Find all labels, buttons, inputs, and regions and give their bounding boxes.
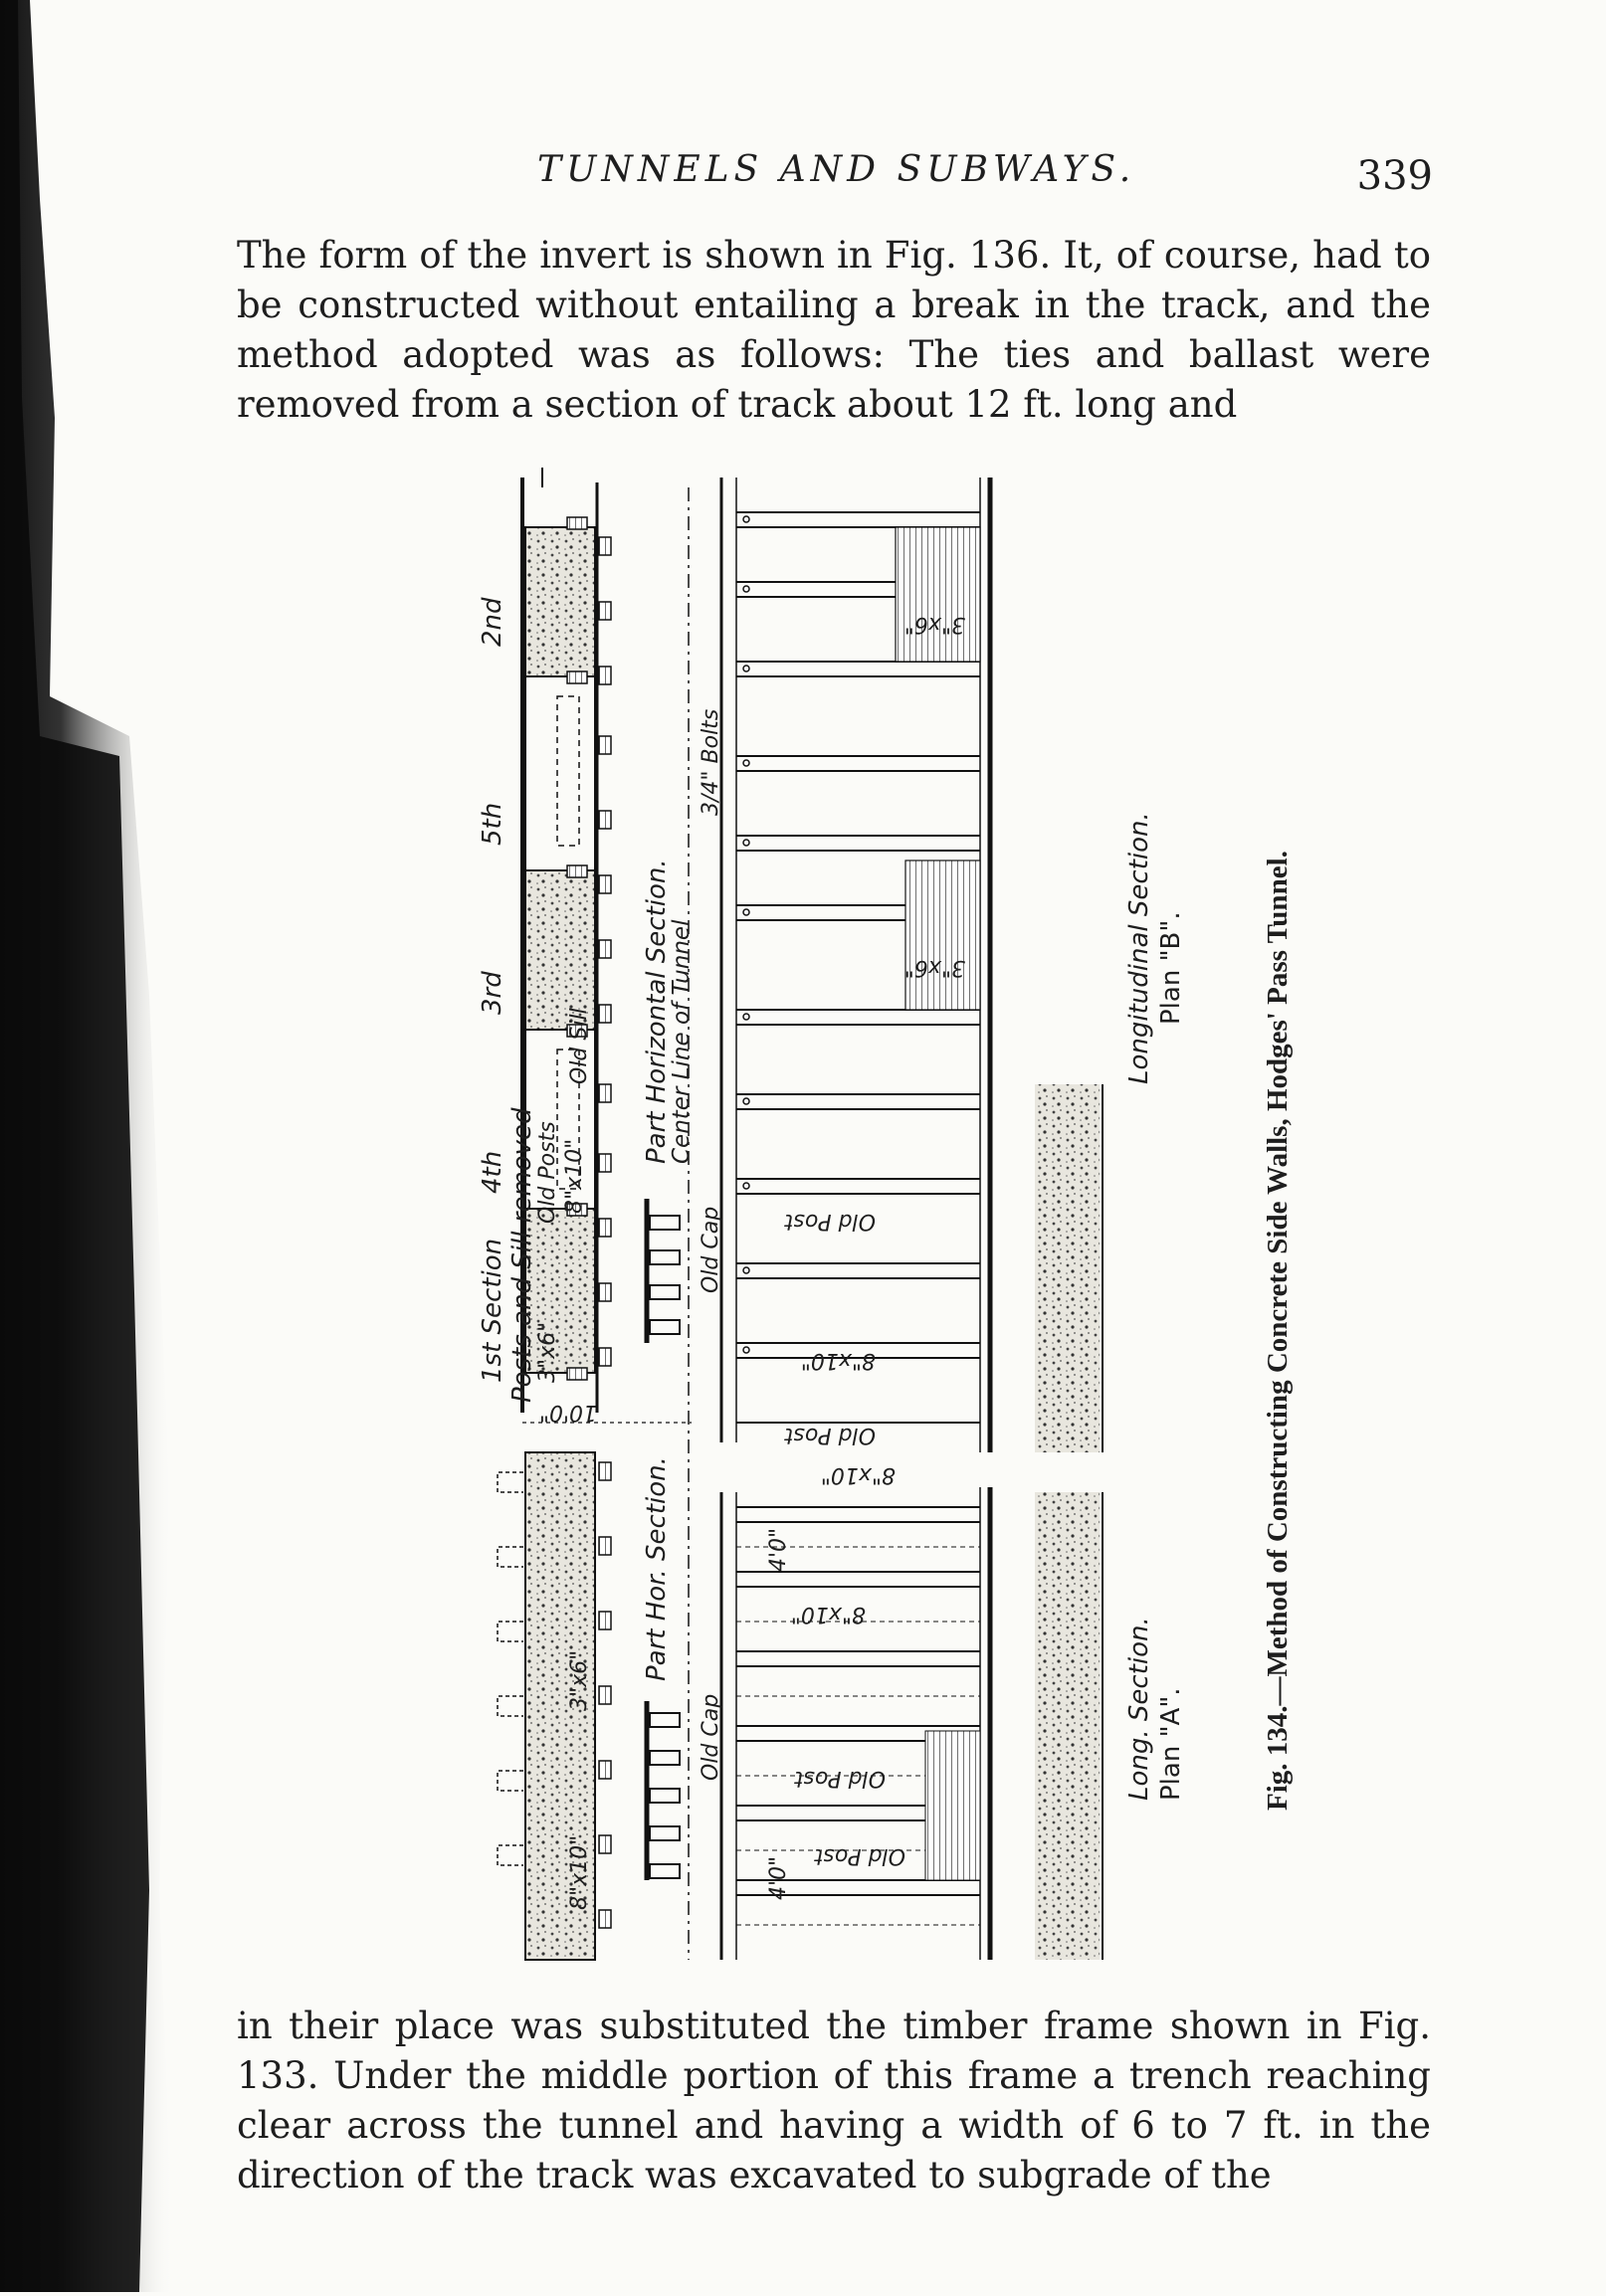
- label-2nd: 2nd: [478, 597, 507, 647]
- label-old-cap-upper: Old Cap: [699, 1206, 723, 1293]
- label-dim-8x10-lower: 8"x10": [567, 1834, 592, 1910]
- label-1st-section: 1st Section: [478, 1238, 507, 1383]
- label-dim-10-0: 10'0": [538, 1400, 597, 1425]
- label-dim-3x6-b: 3"x6": [903, 612, 965, 637]
- label-3rd: 3rd: [478, 971, 507, 1015]
- label-old-post-3: Old Post: [794, 1766, 886, 1791]
- figure-caption: Fig. 134.—Method of Constructing Concrete Side Walls, Hodges' Pass Tunnel.: [1262, 851, 1294, 1811]
- label-dim-8x10: 8"x10": [562, 1138, 587, 1214]
- label-dim-4-0-b: 4'0": [766, 1855, 791, 1900]
- page-number: 339: [1356, 153, 1433, 199]
- label-old-post-2: Old Post: [784, 1423, 876, 1447]
- label-old-post-1: Old Post: [784, 1209, 876, 1234]
- label-bolts: 3/4" Bolts: [699, 708, 723, 816]
- paragraph-top: The form of the invert is shown in Fig. 136. It, of course, had to be constructed without entailing a break in the track, and the method adopted was as follows: The ties and ballast were removed from a section of track about 12 ft. long and: [237, 234, 1431, 426]
- label-old-posts: Old Posts: [535, 1121, 560, 1224]
- figure-134: [438, 468, 1333, 1980]
- label-dim-8x10-c: 8"x10": [820, 1462, 896, 1487]
- label-posts-sill-removed: Posts and Sill removed: [507, 1107, 537, 1403]
- label-dim-8x10-d: 8"x10": [790, 1602, 866, 1626]
- label-dim-3x6-c: 3"x6": [903, 955, 965, 980]
- label-dim-3x6-alt: 3"x6": [567, 1649, 592, 1711]
- label-part-horizontal-section: Part Horizontal Section.: [642, 859, 672, 1164]
- label-dim-4-0-a: 4'0": [766, 1527, 791, 1572]
- page-header: [239, 139, 1433, 199]
- paragraph-bottom: in their place was substituted the timber frame shown in Fig. 133. Under the middle portion of this frame a trench reaching clear across the tunnel and having a width of 6 to 7 ft. in the direction of the track was excavated to subgrade of the: [237, 2005, 1431, 2197]
- longitudinal-section-b: [542, 468, 1103, 1452]
- label-old-cap-lower: Old Cap: [699, 1693, 723, 1781]
- label-dim-8x10-b: 8"x10": [800, 1348, 876, 1373]
- label-center-line: Center Line of Tunnel: [669, 919, 695, 1164]
- scan-edge-shadow: [0, 0, 194, 2292]
- label-plan-b: Plan "B".: [1156, 911, 1186, 1025]
- label-old-sill: Old Sill: [567, 1008, 592, 1084]
- label-5th: 5th: [478, 802, 507, 846]
- label-dim-3x6: 3"x6": [535, 1321, 560, 1383]
- running-head: TUNNELS AND SUBWAYS.: [537, 149, 1136, 190]
- label-4th: 4th: [478, 1150, 507, 1194]
- label-longitudinal-section: Longitudinal Section.: [1124, 812, 1154, 1084]
- label-part-hor-section: Part Hor. Section.: [642, 1456, 672, 1681]
- figure-drawing: [438, 468, 1333, 1980]
- label-long-section: Long. Section.: [1124, 1617, 1154, 1801]
- label-old-post-4: Old Post: [814, 1843, 905, 1868]
- label-plan-a: Plan "A".: [1156, 1687, 1186, 1801]
